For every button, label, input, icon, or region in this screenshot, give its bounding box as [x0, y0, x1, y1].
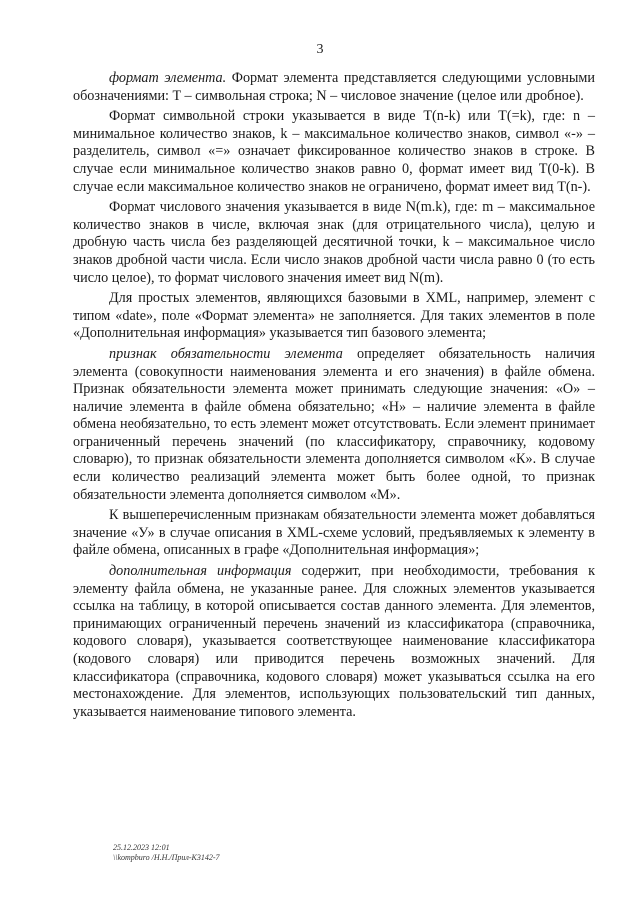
body-text: [73, 70, 595, 724]
footer-path: \\kompburo /Н.Н./Прил-К3142-7: [113, 853, 220, 862]
paragraph-additional-info: дополнительная информация содержит, при необходимости, требования к элементу файла обмена, не указанные ранее. Для сложных элементов указывается ссылка на таблицу, в которой описывается состав данного элемента. Для элементов, принимающих ограниченный перечень значений из классификатора (справочника, кодового словаря), указывается соответствующее наименование классификатора (кодового словаря) или приводится перечень возможных значений. Для классификатора (справочника, кодового словаря) может указываться ссылка на его местонахождение. Для элементов, использующих пользовательский тип данных, указывается наименование типового элемента.: [73, 563, 595, 720]
paragraph-mandatory: признак обязательности элемента определяет обязательность наличия элемента (совокупности наименования элемента и его значения) в файле обмена. Признак обязательности элемента может принимать следующие значения: «О» – наличие элемента в файле обмена обязательно; «Н» – наличие элемента в файле обмена необязательно, то есть элемент может отсутствовать. Если элемент принимает ограниченный перечень значений (по классификатору, справочнику, кодовому словарю), то признак обязательности элемента дополняется символом «К». В случае если количество реализаций элемента может быть более одной, то признак обязательности элемента дополняется символом «М».: [73, 345, 595, 503]
paragraph-lead: признак обязательности элемента: [109, 345, 343, 362]
paragraph-simple-elements: Для простых элементов, являющихся базовыми в XML, например, элемент с типом «date», поле «Формат элемента» не заполняется. Для таких элементов в поле «Дополнительная информация» указывается тип базового элемента;: [73, 290, 595, 342]
page-number: 3: [316, 42, 324, 57]
footer-date: 25.12.2023 12:01: [113, 843, 170, 852]
paragraph-lead: дополнительная информация: [109, 563, 292, 580]
footer-stamp: [113, 843, 220, 863]
paragraph-format: формат элемента. Формат элемента представляется следующими условными обозначениями: T – символьная строка; N – числовое значение (целое или дробное).: [73, 70, 595, 104]
paragraph-mandatory-u: К вышеперечисленным признакам обязательности элемента может добавляться значение «У» в случае описания в XML-схеме условий, предъявляемых к элементу в файле обмена, описанных в графе «Дополнительная информация»;: [73, 507, 595, 559]
paragraph-number-format: Формат числового значения указывается в виде N(m.k), где: m – максимальное количество знаков в числе, включая знак (для отрицательного числа), целую и дробную часть числа без разделяющей десятичной точки, k – максимальное число знаков дробной части числа. Если число знаков дробной части числа равно 0 (то есть число целое), то формат числового значения имеет вид N(m).: [73, 199, 595, 286]
paragraph-lead: формат элемента.: [109, 70, 227, 86]
paragraph-string-format: Формат символьной строки указывается в виде T(n-k) или T(=k), где: n – минимальное количество знаков, k – максимальное количество знаков, символ «-» – разделитель, символ «=» означает фиксированное количество знаков в строке. В случае если минимальное количество знаков равно 0, формат имеет вид T(0-k). В случае если максимальное количество знаков не ограничено, формат имеет вид T(n-).: [73, 108, 595, 195]
